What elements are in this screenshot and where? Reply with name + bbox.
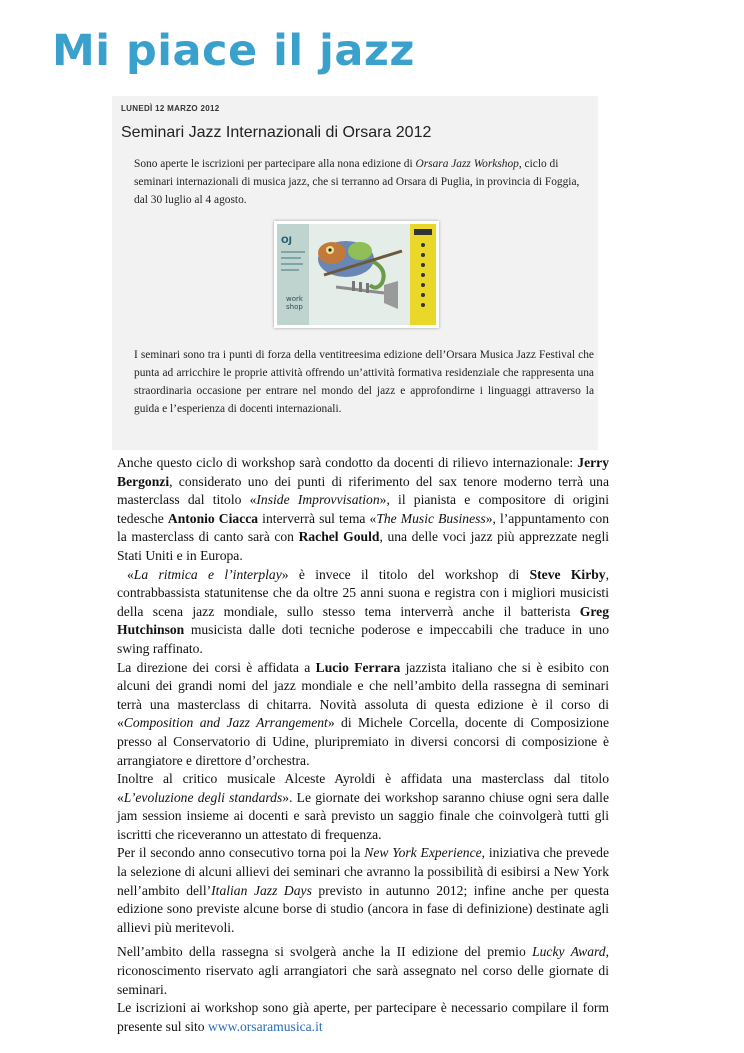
text: Anche questo ciclo di workshop sarà condotto da docenti di rilievo internazionale: <box>117 455 578 470</box>
text: , una delle voci jazz più apprezzate negli Stati Uniti e in Europa. <box>117 529 609 563</box>
teacher-name: Jerry Bergonzi <box>117 455 609 489</box>
paragraph-new-york <box>117 844 609 937</box>
award-name: Lucky Award <box>532 944 606 960</box>
text: Nell’ambito della rassegna si svolgerà anche la II edizione del premio <box>117 944 533 960</box>
workshop-name: Orsara Jazz Workshop <box>415 158 519 170</box>
course-title: Inside Improvvisation <box>256 492 380 508</box>
text: Sono aperte le iscrizioni per partecipare alla nona edizione di <box>134 158 416 170</box>
blog-title: Mi piace il jazz <box>52 26 415 76</box>
teacher-name: Lucio Ferrara <box>315 659 401 675</box>
teacher-name: Greg Hutchinson <box>117 603 609 638</box>
course-title: L’evoluzione degli standards <box>123 789 283 805</box>
poster-line-2: shop <box>286 303 303 311</box>
paragraph-registration <box>117 999 609 1036</box>
text: Inoltre al critico musicale Alceste Ayroldi è affidata una masterclass dal titolo « <box>117 771 609 805</box>
text: jazzista italiano che si è esibito con alcuni dei grandi nomi del jazz mondiale e che nell’ambito della rassegna di seminari terrà una masterclass di chitarra. Novità assoluta di questa edizione è il corso di « <box>117 659 609 731</box>
poster-line-1: work <box>286 295 303 303</box>
paragraph-critic <box>117 770 609 844</box>
text: , considerato uno dei punti di riferimento del sax tenore moderno terrà una masterclass dal titolo « <box>117 473 609 508</box>
text: musicista dalle doti tecniche poderose e impeccabili che traduce in uno swing raffinato. <box>117 622 609 656</box>
text: » è invece il titolo del workshop di <box>281 566 530 582</box>
text: , ciclo di seminari internazionali di musica jazz, che si terranno ad Orsara di Puglia, in provincia di Foggia, dal 30 luglio al 4 agosto. <box>134 158 580 206</box>
text: « <box>127 566 134 582</box>
text: , contrabbassista statunitense che da oltre 25 anni suona e registra con i migliori musicisti della scena jazz mondiale, sullo stesso tema interverrà anche il batterista <box>117 566 609 619</box>
text: Le iscrizioni ai workshop sono già aperte, per partecipare è necessario compilare il form presente sul sito <box>117 1000 609 1034</box>
post-lead: I seminari sono tra i punti di forza della ventitreesima edizione dell’Orsara Musica Jazz Festival che punta ad arricchire le proprie attività offrendo un’attività formativa residenziale che rappresenta una straordinaria occasione per entrare nel mondo del jazz e approfondirne i linguaggi attraverso la guida e l’esperienza di docenti internazionali. <box>134 349 594 415</box>
text: , riconoscimento riservato agli arrangiatori che sarà assegnato nel corso delle giornate di seminari. <box>117 944 609 997</box>
teacher-name: Rachel Gould <box>298 529 380 545</box>
post-intro <box>134 155 594 209</box>
text: ». Le giornate dei workshop saranno chiuse ogni sera dalle jam session insieme ai docenti e sarà previsto un saggio finale che coinvolgerà tutti gli iscritti che riceveranno un attestato di frequenza. <box>117 789 609 842</box>
website-link[interactable]: www.orsaramusica.it <box>208 1018 323 1034</box>
poster-logo: OJ <box>281 236 292 246</box>
course-title: Composition and Jazz Arrangement <box>123 715 328 731</box>
article-body <box>117 454 609 1036</box>
text: La direzione dei corsi è affidata a <box>117 659 316 675</box>
event-name: Italian Jazz Days <box>211 882 312 898</box>
post-card <box>112 96 598 450</box>
text: interverrà sul tema « <box>258 510 377 526</box>
course-title: The Music Business <box>376 510 486 526</box>
post-date: LUNEDÌ 12 MARZO 2012 <box>121 104 220 113</box>
paragraph-rhythm <box>117 566 609 659</box>
festival-poster-image <box>274 221 439 328</box>
paragraph-direction <box>117 659 609 771</box>
poster-art <box>274 221 439 328</box>
text: , iniziativa che prevede la selezione di alcuni allievi dei seminari che avranno la possibilità di esibirsi a New York nell’ambito dell’ <box>117 845 610 898</box>
paragraph-teachers <box>117 454 609 566</box>
paragraph-award <box>117 943 609 999</box>
teacher-name: Steve Kirby <box>529 566 606 582</box>
text: », l’appuntamento con la masterclass di canto sarà con <box>117 510 609 545</box>
text: Per il secondo anno consecutivo torna poi la <box>117 845 365 861</box>
initiative-name: New York Experience <box>364 845 482 861</box>
teacher-name: Antonio Ciacca <box>167 510 259 526</box>
text: previsto in autunno 2012; infine anche per questa edizione sono previste alcune borse di studio (ancora in fase di definizione) destinate agli allievi più meritevoli. <box>117 882 609 935</box>
course-title: La ritmica e l’interplay <box>133 566 282 582</box>
text: » di Michele Corcella, docente di Composizione presso al Conservatorio di Udine, pluripremiato in diversi concorsi di composizione è arrangiatore e direttore d’orchestra. <box>117 715 609 768</box>
text: », il pianista e compositore di origini tedesche <box>117 492 609 526</box>
post-title: Seminari Jazz Internazionali di Orsara 2012 <box>121 124 432 141</box>
